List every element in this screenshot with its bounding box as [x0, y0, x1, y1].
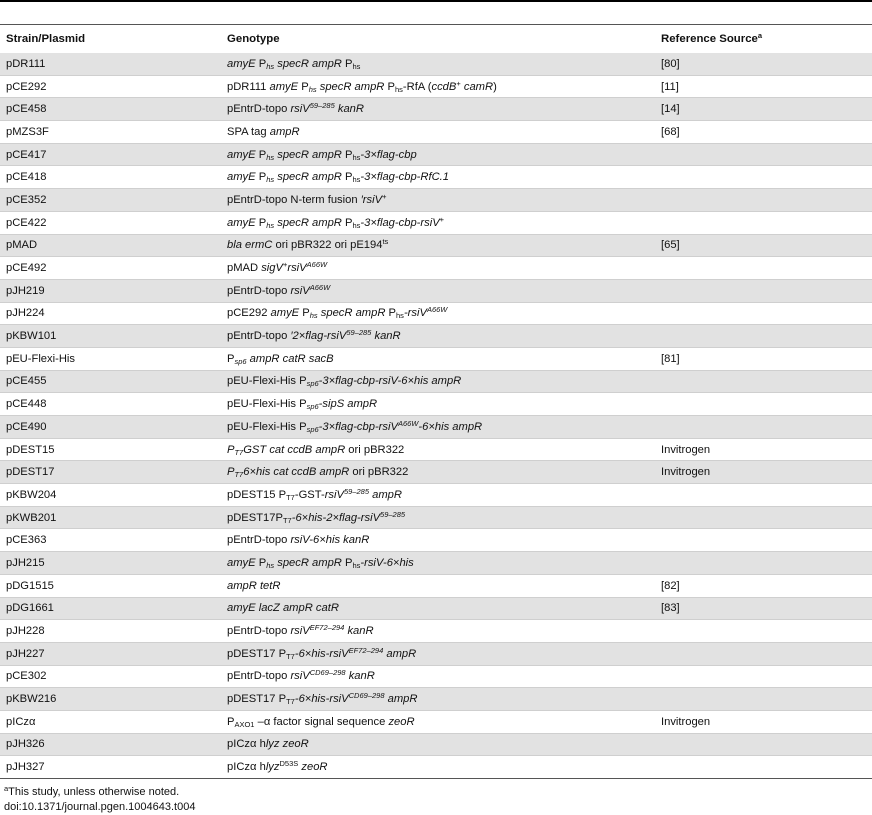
genotype-cell	[221, 756, 655, 779]
genotype-segment: amyE	[227, 57, 256, 70]
reference-cell: [65]	[655, 234, 872, 257]
genotype-cell	[221, 416, 655, 439]
genotype-segment: specR ampR	[277, 148, 342, 161]
genotype-cell	[221, 597, 655, 620]
genotype-segment: hs	[352, 152, 361, 162]
genotype-cell	[221, 347, 655, 370]
reference-cell	[655, 620, 872, 643]
genotype-segment: +	[439, 214, 445, 224]
strain-cell: pJH327	[0, 756, 221, 779]
reference-cell	[655, 166, 872, 189]
genotype-segment: P	[385, 307, 397, 320]
strain-cell: pCE352	[0, 189, 221, 212]
reference-cell	[655, 506, 872, 529]
genotype-segment: CD69–298	[309, 668, 346, 678]
genotype-segment: pDEST17P	[227, 511, 283, 524]
genotype-segment: hs	[352, 175, 361, 185]
reference-cell	[655, 529, 872, 552]
reference-cell: Invitrogen	[655, 710, 872, 733]
genotype-segment: ′rsiV	[360, 193, 383, 206]
reference-cell: [14]	[655, 98, 872, 121]
genotype-segment: ampR	[386, 647, 417, 660]
genotype-segment: AXO1	[234, 719, 255, 729]
strain-cell: pJH215	[0, 552, 221, 575]
strain-cell: pJH227	[0, 642, 221, 665]
strain-cell: pDEST17	[0, 461, 221, 484]
strain-cell: pJH224	[0, 302, 221, 325]
genotype-cell	[221, 710, 655, 733]
strain-cell: pKBW204	[0, 484, 221, 507]
genotype-cell	[221, 484, 655, 507]
table-row	[0, 257, 872, 280]
genotype-cell	[221, 529, 655, 552]
genotype-segment: -3×flag-cbp-RfC.1	[360, 171, 449, 184]
genotype-segment: hs	[396, 311, 404, 321]
strain-cell: pEU-Flexi-His	[0, 347, 221, 370]
genotype-segment: hs	[352, 220, 361, 230]
table-row	[0, 121, 872, 144]
genotype-segment: ori pBR322	[345, 443, 405, 456]
table-row	[0, 325, 872, 348]
reference-cell	[655, 688, 872, 711]
table-row	[0, 53, 872, 75]
table-row	[0, 98, 872, 121]
genotype-segment: P	[227, 715, 235, 728]
genotype-segment: pMAD	[227, 262, 262, 275]
table-row	[0, 461, 872, 484]
genotype-segment: P	[255, 57, 267, 70]
plasmid-table	[0, 25, 872, 779]
genotype-segment: CD69–298	[348, 691, 385, 701]
genotype-segment: amyE	[270, 307, 300, 320]
header-reference	[655, 25, 872, 53]
genotype-segment: GST cat ccdB ampR	[243, 443, 346, 456]
genotype-segment: specR ampR	[277, 57, 342, 70]
table-row	[0, 143, 872, 166]
genotype-segment: +	[456, 78, 461, 88]
genotype-segment: hs	[309, 311, 318, 321]
strain-cell: pCE458	[0, 98, 221, 121]
genotype-segment: pEU-Flexi-His P	[227, 420, 307, 433]
reference-cell	[655, 370, 872, 393]
genotype-segment: -GST-	[294, 488, 325, 501]
reference-cell: Invitrogen	[655, 438, 872, 461]
genotype-segment: rsiV	[287, 262, 307, 275]
genotype-cell	[221, 574, 655, 597]
genotype-segment: rsiV	[290, 103, 310, 116]
genotype-segment: specR ampR	[277, 556, 342, 569]
genotype-cell	[221, 98, 655, 121]
genotype-segment: sigV	[261, 262, 283, 275]
genotype-cell	[221, 121, 655, 144]
genotype-segment: kanR	[348, 670, 375, 683]
reference-cell	[655, 211, 872, 234]
genotype-segment: –α factor signal sequence	[254, 715, 389, 728]
strain-cell: pMZS3F	[0, 121, 221, 144]
genotype-segment: hs	[352, 61, 361, 71]
genotype-cell	[221, 733, 655, 756]
strain-cell: pICzα	[0, 710, 221, 733]
genotype-segment: P	[299, 307, 310, 320]
genotype-segment: pCE292	[227, 307, 271, 320]
strain-cell: pJH228	[0, 620, 221, 643]
table-row	[0, 347, 872, 370]
strain-cell: pDG1661	[0, 597, 221, 620]
genotype-segment: -rsiV	[403, 307, 427, 320]
genotype-segment: specR ampR	[277, 216, 342, 229]
genotype-segment: P	[341, 556, 353, 569]
genotype-segment: P	[227, 466, 235, 479]
genotype-segment: kanR	[347, 625, 374, 638]
genotype-segment: -6×his ampR	[418, 420, 483, 433]
genotype-segment: amyE	[227, 148, 256, 161]
genotype-segment: camR	[463, 80, 494, 93]
genotype-cell	[221, 234, 655, 257]
genotype-segment: specR ampR	[319, 80, 385, 93]
genotype-segment: P	[227, 352, 235, 365]
genotype-segment: ampR	[387, 693, 418, 706]
genotype-segment: )	[493, 80, 497, 93]
genotype-segment: ccdB	[431, 80, 457, 93]
genotype-cell	[221, 75, 655, 98]
genotype-segment: specR ampR	[277, 171, 342, 184]
genotype-segment: P	[298, 80, 309, 93]
genotype-segment: hs	[308, 84, 317, 94]
genotype-segment: sp6	[306, 379, 319, 389]
genotype-segment: pEntrD-topo	[227, 625, 291, 638]
strain-cell: pKBW101	[0, 325, 221, 348]
genotype-segment: -6×his-rsiV	[294, 693, 349, 706]
reference-cell	[655, 733, 872, 756]
genotype-segment: pEU-Flexi-His P	[227, 375, 307, 388]
genotype-segment: hs	[266, 560, 275, 570]
genotype-segment: specR ampR	[320, 307, 386, 320]
genotype-segment: zeoR	[301, 761, 328, 774]
genotype-segment: pEntrD-topo N-term fusion	[227, 193, 361, 206]
strain-cell: pCE363	[0, 529, 221, 552]
genotype-cell	[221, 642, 655, 665]
genotype-segment: -3×flag-cbp	[360, 148, 417, 161]
top-spacer	[0, 2, 872, 24]
reference-cell	[655, 143, 872, 166]
table-row	[0, 416, 872, 439]
genotype-segment: A66W	[306, 260, 328, 270]
genotype-segment: -sipS ampR	[318, 398, 378, 411]
table-row	[0, 710, 872, 733]
genotype-segment: amyE	[227, 216, 256, 229]
genotype-segment: amyE	[269, 80, 299, 93]
genotype-segment: A66W	[309, 282, 331, 292]
genotype-segment: pEntrD-topo	[227, 330, 291, 343]
table-row	[0, 211, 872, 234]
table-footer	[0, 779, 872, 815]
reference-cell: [81]	[655, 347, 872, 370]
genotype-cell	[221, 325, 655, 348]
genotype-segment: -3×flag-cbp-rsiV	[318, 420, 398, 433]
table-header	[0, 25, 872, 53]
genotype-segment: hs	[266, 175, 275, 185]
reference-cell	[655, 279, 872, 302]
strain-cell: pCE422	[0, 211, 221, 234]
genotype-segment: EF72–294	[348, 645, 384, 655]
genotype-segment: pDR111	[227, 80, 270, 93]
genotype-segment: amyE lacZ ampR catR	[227, 602, 339, 615]
genotype-segment: -6×his-rsiV	[294, 647, 349, 660]
strain-cell: pCE492	[0, 257, 221, 280]
genotype-segment: 59–285	[343, 486, 369, 496]
strain-cell: pDG1515	[0, 574, 221, 597]
strain-cell: pCE448	[0, 393, 221, 416]
genotype-segment: ori pBR322 ori pE194	[272, 239, 383, 252]
table-row	[0, 75, 872, 98]
genotype-segment: -3×flag-cbp-rsiV-6×his ampR	[318, 375, 462, 388]
genotype-segment: pICzα h	[227, 738, 266, 751]
table-row	[0, 552, 872, 575]
genotype-segment: ampR	[269, 125, 300, 138]
genotype-segment: P	[255, 216, 267, 229]
genotype-segment: rsiV	[324, 488, 344, 501]
reference-cell: [80]	[655, 53, 872, 75]
reference-cell	[655, 665, 872, 688]
strain-cell: pCE490	[0, 416, 221, 439]
genotype-segment: hs	[352, 560, 361, 570]
genotype-segment: -RfA (	[402, 80, 432, 93]
reference-cell	[655, 484, 872, 507]
genotype-cell	[221, 393, 655, 416]
table-row	[0, 279, 872, 302]
table-row	[0, 665, 872, 688]
genotype-segment: pEntrD-topo	[227, 534, 291, 547]
genotype-segment: ori pBR322	[349, 466, 409, 479]
table-row	[0, 166, 872, 189]
reference-cell	[655, 302, 872, 325]
table-row	[0, 597, 872, 620]
table-row	[0, 574, 872, 597]
table-row	[0, 189, 872, 212]
genotype-segment: rsiV	[290, 284, 310, 297]
table-row	[0, 370, 872, 393]
genotype-cell	[221, 552, 655, 575]
genotype-segment: bla ermC	[227, 239, 273, 252]
genotype-segment: pEntrD-topo	[227, 670, 291, 683]
genotype-segment: sp6	[234, 356, 247, 366]
genotype-segment: P	[255, 556, 267, 569]
table-row	[0, 642, 872, 665]
genotype-segment: A66W	[426, 305, 448, 315]
genotype-segment: P	[227, 443, 235, 456]
genotype-segment: hs	[266, 220, 275, 230]
doi-line: doi:10.1371/journal.pgen.1004643.t004	[4, 801, 196, 813]
genotype-segment: lyz zeoR	[265, 738, 309, 751]
genotype-segment: -6×his-2×flag-rsiV	[291, 511, 381, 524]
genotype-segment: T7	[282, 515, 292, 525]
strain-cell: pKBW216	[0, 688, 221, 711]
reference-cell	[655, 756, 872, 779]
genotype-segment: zeoR	[388, 715, 415, 728]
table-row	[0, 484, 872, 507]
genotype-segment: pDEST17 P	[227, 693, 287, 706]
genotype-cell	[221, 620, 655, 643]
strain-cell: pKWB201	[0, 506, 221, 529]
strain-cell: pCE292	[0, 75, 221, 98]
genotype-segment: P	[255, 148, 267, 161]
reference-cell: [11]	[655, 75, 872, 98]
genotype-segment: kanR	[374, 330, 401, 343]
table-row	[0, 733, 872, 756]
genotype-segment: 59–285	[346, 328, 372, 338]
genotype-segment: +	[282, 260, 288, 270]
table-row	[0, 506, 872, 529]
genotype-segment: P	[341, 171, 353, 184]
strain-cell: pCE455	[0, 370, 221, 393]
table-body	[0, 53, 872, 779]
genotype-segment: P	[255, 171, 267, 184]
reference-cell	[655, 642, 872, 665]
genotype-segment: P	[341, 57, 353, 70]
genotype-segment: pEU-Flexi-His P	[227, 398, 307, 411]
strain-cell: pMAD	[0, 234, 221, 257]
genotype-segment: pEntrD-topo	[227, 103, 291, 116]
header-strain: Strain/Plasmid	[6, 33, 86, 45]
genotype-cell	[221, 302, 655, 325]
genotype-segment: ampR	[372, 488, 402, 501]
reference-cell	[655, 393, 872, 416]
genotype-segment: P	[341, 216, 353, 229]
strain-cell: pJH219	[0, 279, 221, 302]
genotype-segment: EF72–294	[309, 623, 345, 633]
strain-cell: pDEST15	[0, 438, 221, 461]
genotype-segment: -rsiV-6×his	[360, 556, 414, 569]
reference-cell: [82]	[655, 574, 872, 597]
genotype-segment: 6×his cat ccdB ampR	[243, 466, 350, 479]
table-row	[0, 234, 872, 257]
table-row	[0, 529, 872, 552]
genotype-segment: pDEST17 P	[227, 647, 287, 660]
reference-cell	[655, 257, 872, 280]
header-genotype: Genotype	[227, 33, 280, 45]
genotype-segment: A66W	[397, 418, 419, 428]
table-row	[0, 438, 872, 461]
table-row	[0, 302, 872, 325]
genotype-cell	[221, 370, 655, 393]
reference-cell: Invitrogen	[655, 461, 872, 484]
genotype-segment: T7	[234, 447, 244, 457]
reference-cell: [83]	[655, 597, 872, 620]
reference-cell	[655, 325, 872, 348]
strain-cell: pJH326	[0, 733, 221, 756]
genotype-segment: sp6	[306, 402, 319, 412]
genotype-cell	[221, 211, 655, 234]
genotype-segment: ampR catR sacB	[249, 352, 334, 365]
strain-cell: pCE418	[0, 166, 221, 189]
header-reference-footnote-marker: a	[757, 31, 763, 40]
genotype-cell	[221, 279, 655, 302]
genotype-segment: ′2×flag-rsiV	[290, 330, 347, 343]
genotype-segment: hs	[266, 152, 275, 162]
genotype-segment: SPA tag	[227, 125, 270, 138]
genotype-cell	[221, 143, 655, 166]
genotype-cell	[221, 189, 655, 212]
genotype-segment: P	[341, 148, 353, 161]
genotype-segment: sp6	[306, 424, 319, 434]
reference-cell	[655, 189, 872, 212]
genotype-segment: T7	[286, 697, 295, 707]
genotype-segment: hs	[394, 84, 403, 94]
genotype-segment: rsiV	[290, 670, 310, 683]
genotype-segment: D53S	[279, 759, 299, 769]
table-row	[0, 688, 872, 711]
genotype-segment: hs	[266, 61, 275, 71]
genotype-segment: amyE	[227, 171, 256, 184]
genotype-cell	[221, 438, 655, 461]
genotype-segment: T7	[286, 492, 295, 502]
genotype-segment: pEntrD-topo	[227, 284, 291, 297]
genotype-segment: lyz	[265, 761, 280, 774]
table-row	[0, 393, 872, 416]
genotype-cell	[221, 688, 655, 711]
genotype-segment: kanR	[337, 103, 364, 116]
genotype-cell	[221, 461, 655, 484]
reference-cell: [68]	[655, 121, 872, 144]
genotype-segment: +	[382, 191, 387, 201]
genotype-cell	[221, 53, 655, 75]
genotype-cell	[221, 257, 655, 280]
strain-cell: pCE417	[0, 143, 221, 166]
footnote	[4, 785, 872, 800]
genotype-segment: pDEST15 P	[227, 488, 287, 501]
genotype-segment: pICzα h	[227, 761, 266, 774]
footnote-text: This study, unless otherwise noted.	[8, 786, 180, 798]
genotype-segment: -3×flag-cbp-rsiV	[360, 216, 440, 229]
table-row	[0, 620, 872, 643]
genotype-segment: 59–285	[309, 101, 335, 111]
reference-cell	[655, 552, 872, 575]
strain-cell: pCE302	[0, 665, 221, 688]
genotype-segment: ts	[382, 237, 389, 247]
genotype-cell	[221, 166, 655, 189]
table-row	[0, 756, 872, 779]
reference-cell	[655, 416, 872, 439]
genotype-cell	[221, 665, 655, 688]
header-reference-label: Reference Source	[661, 33, 758, 45]
genotype-segment: rsiV-6×his kanR	[290, 534, 370, 547]
genotype-cell	[221, 506, 655, 529]
genotype-segment: rsiV	[290, 625, 310, 638]
genotype-segment: 59–285	[380, 509, 406, 519]
genotype-segment: amyE	[227, 556, 256, 569]
footnote-marker: a	[4, 784, 9, 793]
genotype-segment: T7	[286, 651, 295, 661]
genotype-segment: T7	[234, 470, 244, 480]
strain-cell: pDR111	[0, 53, 221, 75]
genotype-segment: P	[384, 80, 395, 93]
genotype-segment: ampR tetR	[227, 579, 281, 592]
